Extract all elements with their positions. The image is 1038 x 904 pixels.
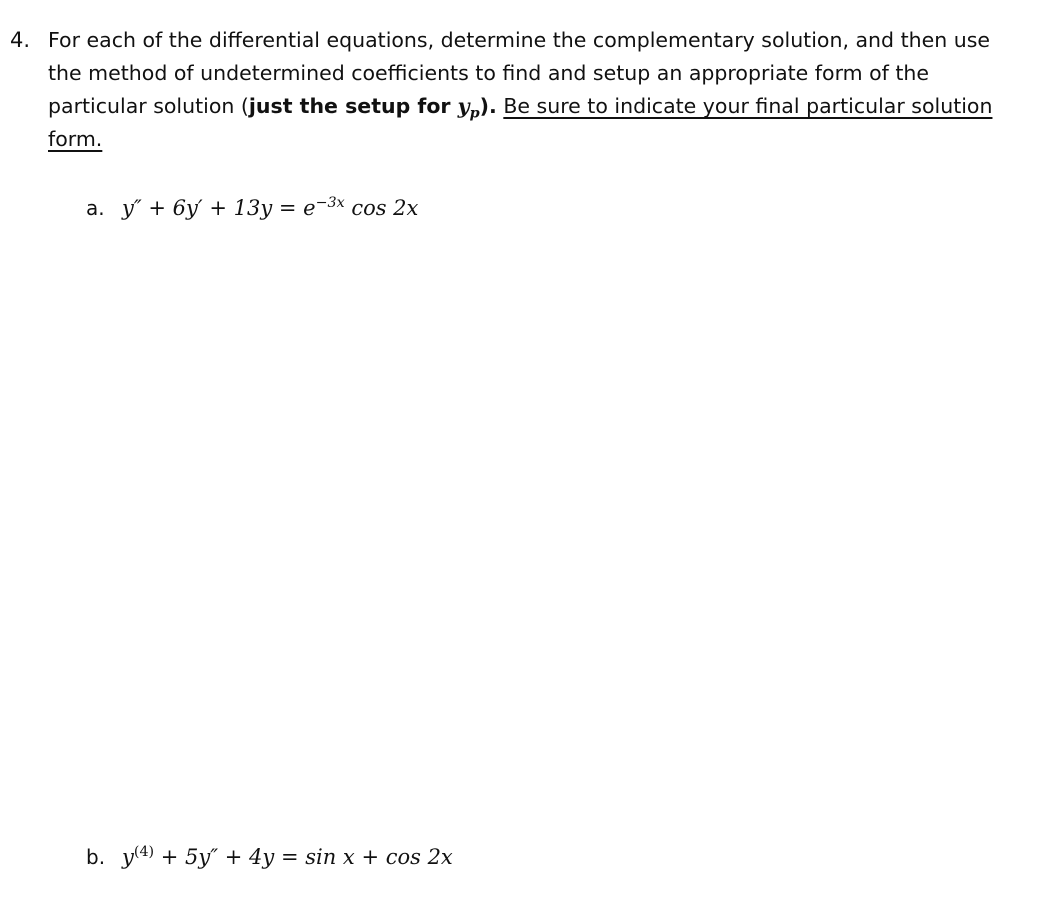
part-a-lhs: y″ + 6y′ + 13y = e (122, 196, 316, 220)
yp-variable: y (457, 94, 470, 118)
part-a (86, 193, 418, 223)
problem-number: 4. (10, 28, 31, 52)
yp-subscript: p (469, 105, 480, 122)
bold-instruction (248, 94, 497, 122)
part-a-rhs-tail: cos 2x (344, 196, 419, 220)
bold-close: ). (479, 94, 497, 118)
part-b-equation (122, 845, 453, 869)
part-b-label: b. (86, 845, 106, 869)
part-b-order: (4) (133, 844, 155, 861)
part-b (86, 842, 453, 872)
underlined-instruction: Be sure to indicate your final particular solution form. (48, 94, 993, 151)
part-b-rest: + 5y″ + 4y = sin x + cos 2x (154, 845, 453, 869)
part-a-equation (122, 196, 418, 220)
part-b-lhs-var: y (122, 845, 134, 869)
problem-intro: For each of the differential equations, determine the complementary solution, and then use the method of undetermined coefficients to find and setup an appropriate form of the particular solution ( (48, 28, 991, 118)
part-a-label: a. (86, 196, 105, 220)
bold-phrase: just the setup for (248, 94, 458, 118)
part-a-exponent: −3x (315, 195, 345, 212)
problem-statement (48, 24, 1023, 156)
